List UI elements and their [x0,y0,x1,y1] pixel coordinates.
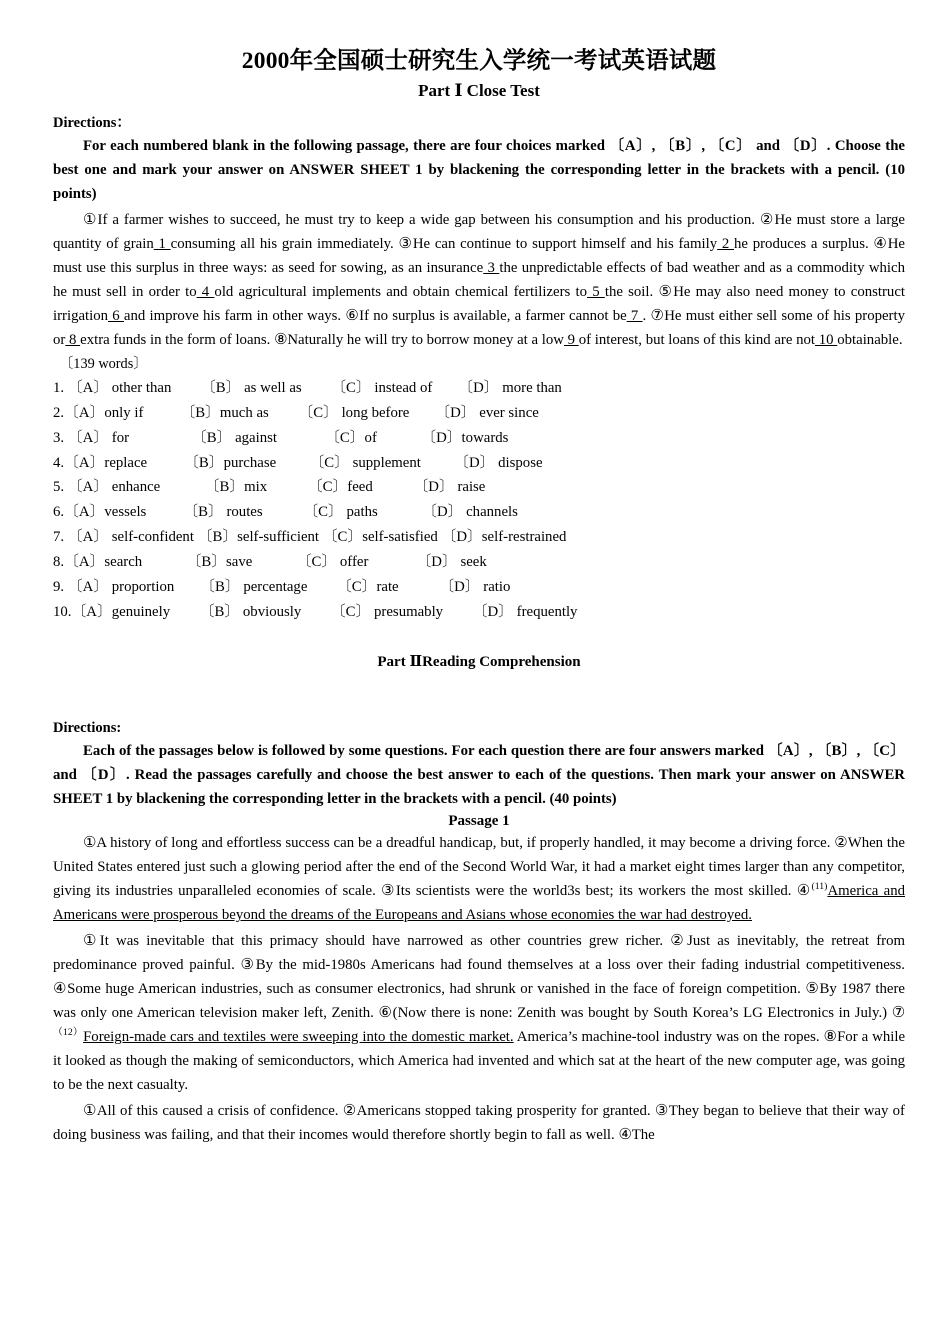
page-title: 2000年全国硕士研究生入学统一考试英语试题 [241,48,717,74]
passage-1-paragraph-3: ①All of this caused a crisis of confidence. ②Americans stopped taking prosperity for granted. ③They began to believe that their way of doing business was failing, and that their incomes would therefore shortly begin to fall as well. ④The [53,1102,905,1143]
question-row [53,500,905,525]
choice-d[interactable]: 〔D〕 frequently [472,603,578,620]
choice-d[interactable]: 〔D〕 raise [413,479,486,496]
question-row [53,426,905,451]
choice-c[interactable]: 〔C〕 instead of [331,379,433,396]
choice-c[interactable]: 〔C〕rate [336,578,399,595]
cloze-sentence-2b: consuming all his grain immediately. [170,235,399,252]
question-row [53,475,905,500]
cloze-blank-2: 2 [717,235,735,252]
question-number: 2. [53,404,65,421]
choice-a[interactable]: 〔A〕 enhance [67,479,161,496]
underlined-sentence-12: Foreign-made cars and textiles were sweeping into the domestic market. [83,1029,514,1046]
paragraph-2-text-after: America’s machine-tool industry was on the ropes. ⑧For a while it looked as though the making of semiconductors, which America had invented and which sat at the heart of the new computer age, was going to be the next casualty. [53,1029,906,1093]
cloze-sentence-6a: ⑥If no surplus is available, a farmer cannot be [345,307,627,324]
cloze-blank-7: 7 [626,307,643,324]
question-marker-11: (11) [811,881,828,893]
choice-a[interactable]: 〔A〕 proportion [67,578,175,595]
choice-a[interactable]: 〔A〕genuinely [71,603,171,620]
cloze-sentence-8a: ⑧Naturally he will try to borrow money at a low [274,331,564,348]
choice-d[interactable]: 〔D〕 ratio [439,578,511,595]
question-row [53,451,905,476]
choice-a[interactable]: 〔A〕vessels [64,504,147,521]
cloze-sentence-3b: he produces a surplus. [734,235,874,252]
part-2-directions-text: Each of the passages below is followed by some questions. For each question there are four answers marked 〔A〕, 〔B〕, 〔C〕 and 〔D〕. Read the passages carefully and choose the best answer to each of the questions. Then mark your answer on ANSWER SHEET 1 by blackening the corresponding letter in the brackets with a pencil. (40 points) [53,743,905,808]
choice-b[interactable]: 〔B〕much as [180,404,269,421]
question-number: 8. [53,553,65,570]
cloze-blank-4: 4 [196,283,215,300]
choice-d[interactable]: 〔D〕 more than [458,379,562,396]
paragraph-2-text: ①It was inevitable that this primacy should have narrowed as other countries grew richer. ②Just as inevitably, the retreat from predominance proved painful. ③By the mid-1980s Americans had found themselves at a loss over their fading industrial competitiveness. ④Some huge American industries, such as consumer electronics, had shrunk or vanished in the face of foreign competition. ⑤By 1987 there was only one American television maker left, Zenith. ⑥(Now there is none: Zenith was bought by South Korea’s LG Electronics in July.) ⑦ [53,933,905,1022]
choice-b[interactable]: 〔B〕 as well as [200,379,302,396]
choice-a[interactable]: 〔A〕search [64,553,143,570]
choice-b[interactable]: 〔B〕 obviously [199,603,302,620]
question-row [53,600,905,625]
cloze-sentence-6b: . [642,307,651,324]
choice-d[interactable]: 〔D〕towards [421,429,509,446]
underlined-sentence-11: America and Americans were prosperous beyond the dreams of the Europeans and Asians whose economies the war had destroyed. [53,883,905,924]
choice-a[interactable]: 〔A〕only if [64,404,144,421]
choice-a[interactable]: 〔A〕 for [67,429,130,446]
cloze-sentence-7a: ⑦He must either sell some of his property or [53,307,905,348]
choice-d[interactable]: 〔D〕 ever since [435,404,539,421]
choice-b[interactable]: 〔B〕 against [191,429,277,446]
question-number: 9. [53,578,68,595]
choice-d[interactable]: 〔D〕 dispose [454,454,543,471]
cloze-blank-5: 5 [587,283,605,300]
cloze-blank-6: 6 [108,307,124,324]
cloze-questions-list [53,376,905,624]
question-number: 10. [53,603,72,620]
question-marker-12: （12） [53,1027,84,1039]
cloze-sentence-3a: ③He can continue to support himself and his family [398,235,718,252]
choice-b[interactable]: 〔B〕purchase [184,454,277,471]
choice-d[interactable]: 〔D〕 seek [416,553,487,570]
question-number: 3. [53,429,68,446]
question-number: 7. [53,529,68,546]
question-row [53,376,905,401]
cloze-sentence-7b: extra funds in the form of loans. [80,331,275,348]
question-row [53,401,905,426]
cloze-blank-1: 1 [153,235,171,252]
choice-b[interactable]: 〔B〕 routes [183,504,263,521]
cloze-sentence-2a: ②He must store a large quantity of grain [53,211,905,252]
cloze-blank-8: 8 [65,331,81,348]
part-1-heading: Part Ⅰ Close Test [418,80,540,100]
choice-a[interactable]: 〔A〕 other than [67,379,172,396]
choice-c[interactable]: 〔C〕 supplement [309,454,421,471]
cloze-sentence-5a: ⑤He may also need money to construct irrigation [53,283,906,324]
choice-c[interactable]: 〔C〕 paths [303,504,378,521]
cloze-sentence-1: ①If a farmer wishes to succeed, he must try to keep a wide gap between his consumption and his production. [83,211,760,228]
part-2-directions-label: Directions: [53,720,122,737]
cloze-blank-3: 3 [483,259,500,276]
question-number: 1. [53,379,68,396]
cloze-sentence-4b: the unpredictable effects of bad weather and as a commodity which he must sell in order to [53,259,906,300]
cloze-passage [53,209,905,353]
cloze-sentence-8b: of interest, but loans of this kind are not [578,331,816,348]
paragraph-1-text: ①A history of long and effortless success can be a dreadful handicap, but, if properly handled, it may become a driving force. ②When the United States entered just such a glowing period after the end of the Second World War, it had a market eight times larger than any competitor, giving its industries unparalleled economies of scale. ③Its scientists were the world3s best; its workers the most skilled. ④ [53,835,905,900]
part-1-directions-label: Directions： [53,114,131,131]
cloze-sentence-4a: ④He must use this surplus in three ways: as seed for sowing, as an insurance [53,235,905,276]
choice-c[interactable]: 〔C〕self-satisfied [322,529,438,546]
cloze-sentence-4c: old agricultural implements and obtain chemical fertilizers to [214,283,588,300]
cloze-sentence-4d: the soil. [604,283,659,300]
choice-a[interactable]: 〔A〕replace [64,454,148,471]
question-number: 4. [53,454,65,471]
question-row [53,550,905,575]
choice-b[interactable]: 〔B〕mix [204,479,268,496]
choice-c[interactable]: 〔C〕 offer [296,553,369,570]
question-row [53,575,905,600]
choice-d[interactable]: 〔D〕 channels [422,504,518,521]
choice-b[interactable]: 〔B〕 percentage [200,578,308,595]
word-count: 〔139 words〕 [59,355,148,372]
cloze-sentence-8c: obtainable. [837,331,903,348]
passage-1-label: Passage 1 [448,813,510,830]
choice-c[interactable]: 〔C〕 long before [298,404,410,421]
question-row [53,525,905,550]
cloze-sentence-5b: and improve his farm in other ways. [123,307,346,324]
part-2-heading: Part ⅡReading Comprehension [377,654,581,671]
passage-1-paragraph-1 [53,832,905,928]
passage-1-paragraph-2 [53,930,905,1098]
choice-a[interactable]: 〔A〕 self-confident [67,529,194,546]
choice-b[interactable]: 〔B〕self-sufficient [197,529,320,546]
cloze-blank-10: 10 [815,331,838,348]
choice-c[interactable]: 〔C〕 presumably [330,603,444,620]
choice-b[interactable]: 〔B〕save [186,553,253,570]
part-1-directions-text: For each numbered blank in the following passage, there are four choices marked 〔A〕, 〔B〕, 〔C〕 and 〔D〕. Choose the best one and mark your answer on ANSWER SHEET 1 by blackening the corresponding letter in the brackets with a pencil. (10 points) [53,137,905,202]
choice-c[interactable]: 〔C〕feed [307,479,373,496]
question-number: 6. [53,504,65,521]
cloze-blank-9: 9 [563,331,579,348]
question-number: 5. [53,479,68,496]
section-spacer [53,671,905,711]
choice-d[interactable]: 〔D〕self-restrained [441,529,567,546]
choice-c[interactable]: 〔C〕of [325,429,377,446]
